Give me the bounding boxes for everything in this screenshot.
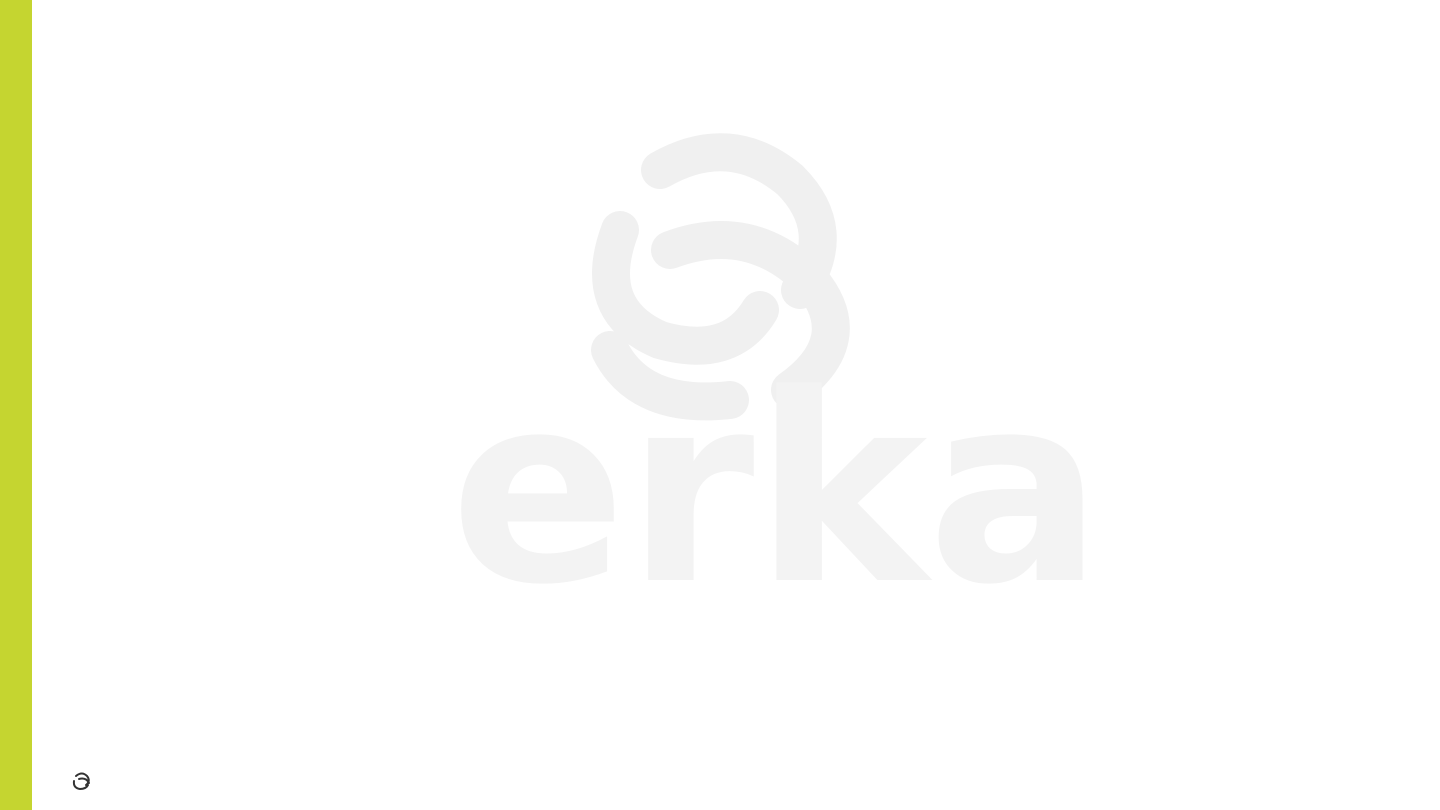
erka-logo (70, 770, 150, 796)
svg-text:erka: erka (450, 340, 1103, 642)
erka-logo-icon (74, 774, 89, 790)
